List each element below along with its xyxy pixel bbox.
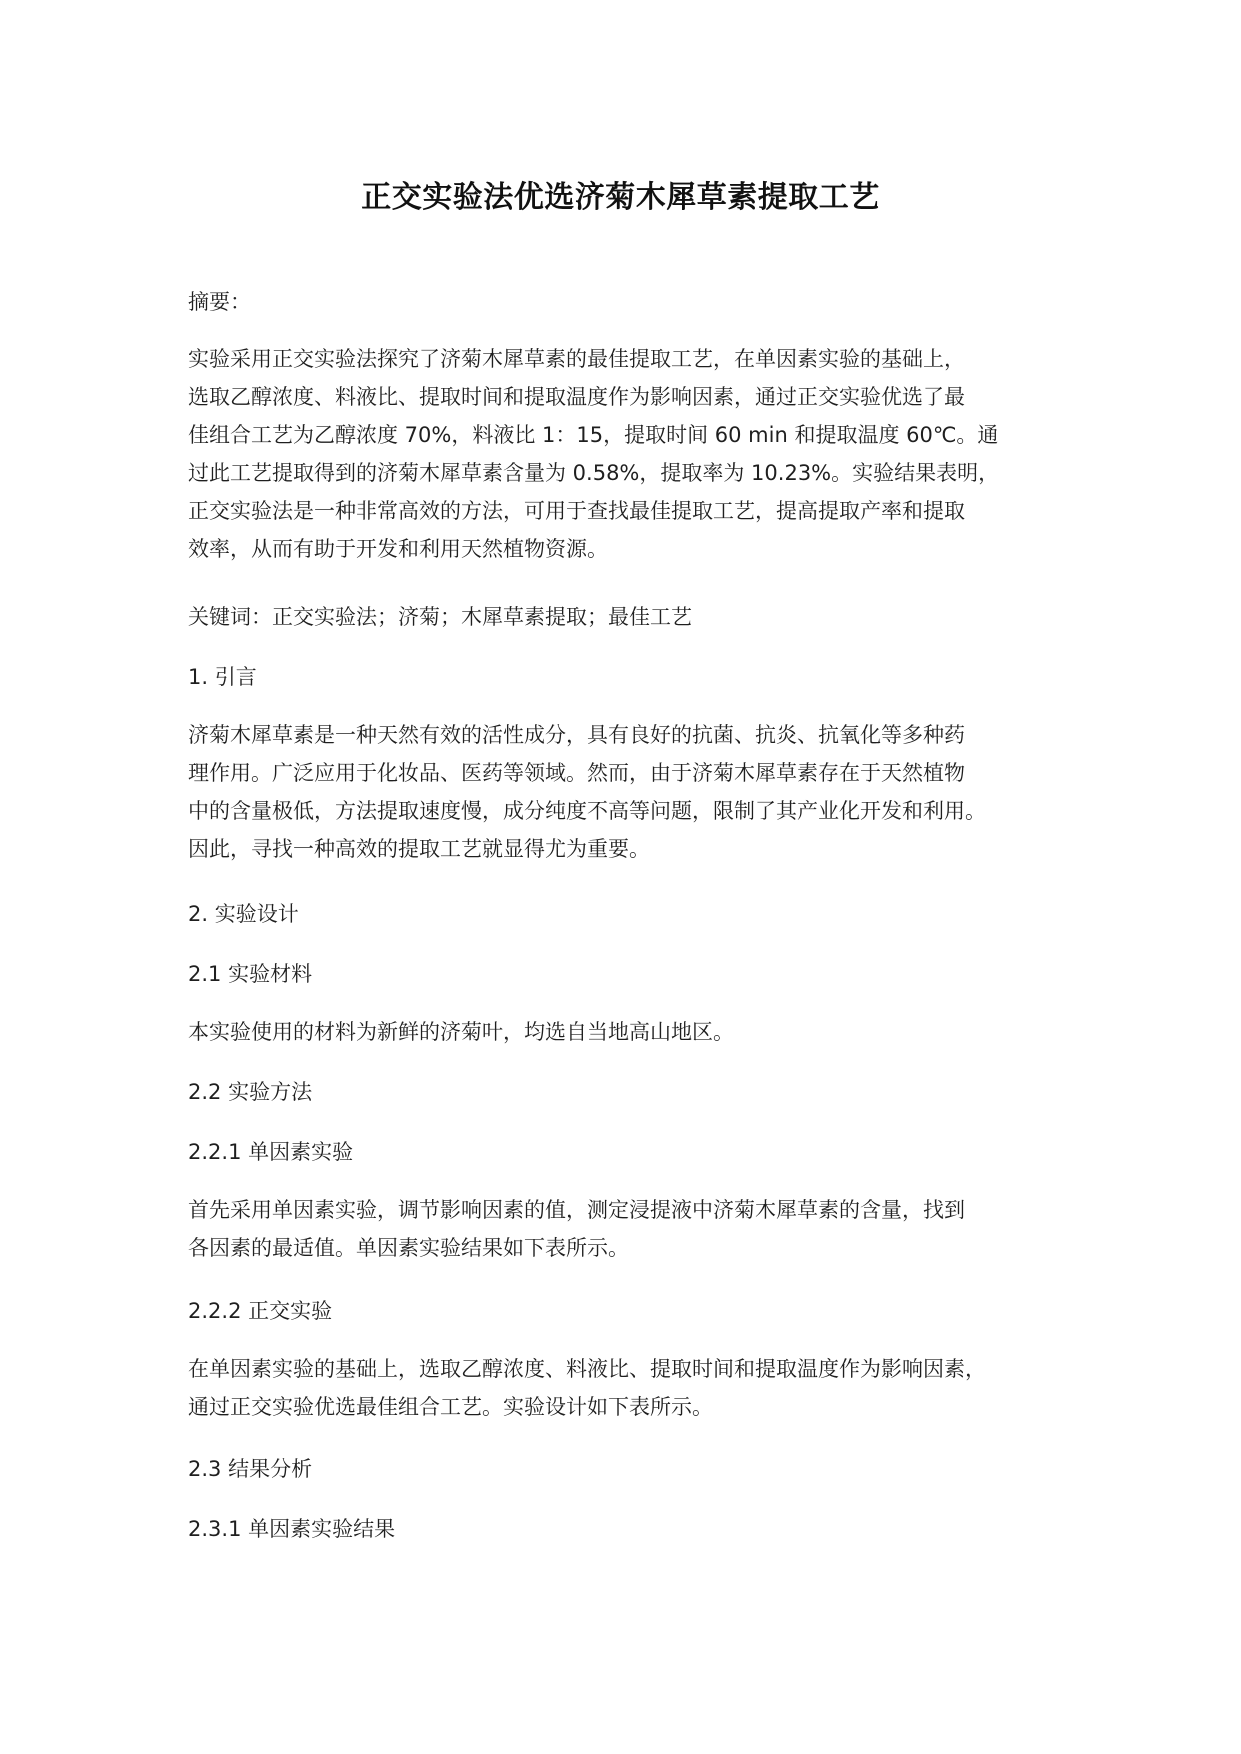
section-2-3-1-heading: 2.3.1 单因素实验结果 xyxy=(188,1517,396,1541)
paragraph-line: 各因素的最适值。单因素实验结果如下表所示。 xyxy=(188,1236,629,1260)
section-2-2-heading: 2.2 实验方法 xyxy=(188,1080,313,1104)
abstract-label: 摘要： xyxy=(188,290,251,314)
abstract-line: 过此工艺提取得到的济菊木犀草素含量为 0.58%，提取率为 10.23%。实验结果表明， xyxy=(188,461,1000,485)
abstract-paragraph xyxy=(188,340,999,568)
paragraph-line: 首先采用单因素实验，调节影响因素的值，测定浸提液中济菊木犀草素的含量，找到 xyxy=(188,1198,965,1222)
introduction-paragraph xyxy=(188,716,986,868)
abstract-line: 实验采用正交实验法探究了济菊木犀草素的最佳提取工艺，在单因素实验的基础上， xyxy=(188,347,965,371)
intro-line: 中的含量极低，方法提取速度慢，成分纯度不高等问题，限制了其产业化开发和利用。 xyxy=(188,799,986,823)
section-2-2-2-heading: 2.2.2 正交实验 xyxy=(188,1299,333,1323)
section-2-2-1-paragraph xyxy=(188,1191,965,1267)
section-2-2-2-paragraph xyxy=(188,1350,986,1426)
abstract-line: 正交实验法是一种非常高效的方法，可用于查找最佳提取工艺，提高提取产率和提取 xyxy=(188,499,965,523)
document-title: 正交实验法优选济菊木犀草素提取工艺 xyxy=(361,180,880,215)
keywords-line: 关键词：正交实验法；济菊；木犀草素提取；最佳工艺 xyxy=(188,605,692,629)
section-2-heading: 2. 实验设计 xyxy=(188,902,299,926)
abstract-line: 效率，从而有助于开发和利用天然植物资源。 xyxy=(188,537,608,561)
intro-line: 济菊木犀草素是一种天然有效的活性成分，具有良好的抗菌、抗炎、抗氧化等多种药 xyxy=(188,723,965,747)
paragraph-line: 在单因素实验的基础上，选取乙醇浓度、料液比、提取时间和提取温度作为影响因素， xyxy=(188,1357,986,1381)
abstract-line: 佳组合工艺为乙醇浓度 70%，料液比 1：15，提取时间 60 min 和提取温度 60℃。通 xyxy=(188,423,999,447)
section-1-heading: 1. 引言 xyxy=(188,665,257,689)
section-2-1-heading: 2.1 实验材料 xyxy=(188,962,313,986)
section-2-1-text: 本实验使用的材料为新鲜的济菊叶，均选自当地高山地区。 xyxy=(188,1020,734,1044)
paragraph-line: 通过正交实验优选最佳组合工艺。实验设计如下表所示。 xyxy=(188,1395,713,1419)
section-2-2-1-heading: 2.2.1 单因素实验 xyxy=(188,1140,354,1164)
intro-line: 因此，寻找一种高效的提取工艺就显得尤为重要。 xyxy=(188,837,650,861)
intro-line: 理作用。广泛应用于化妆品、医药等领域。然而，由于济菊木犀草素存在于天然植物 xyxy=(188,761,965,785)
abstract-line: 选取乙醇浓度、料液比、提取时间和提取温度作为影响因素，通过正交实验优选了最 xyxy=(188,385,965,409)
section-2-3-heading: 2.3 结果分析 xyxy=(188,1457,313,1481)
